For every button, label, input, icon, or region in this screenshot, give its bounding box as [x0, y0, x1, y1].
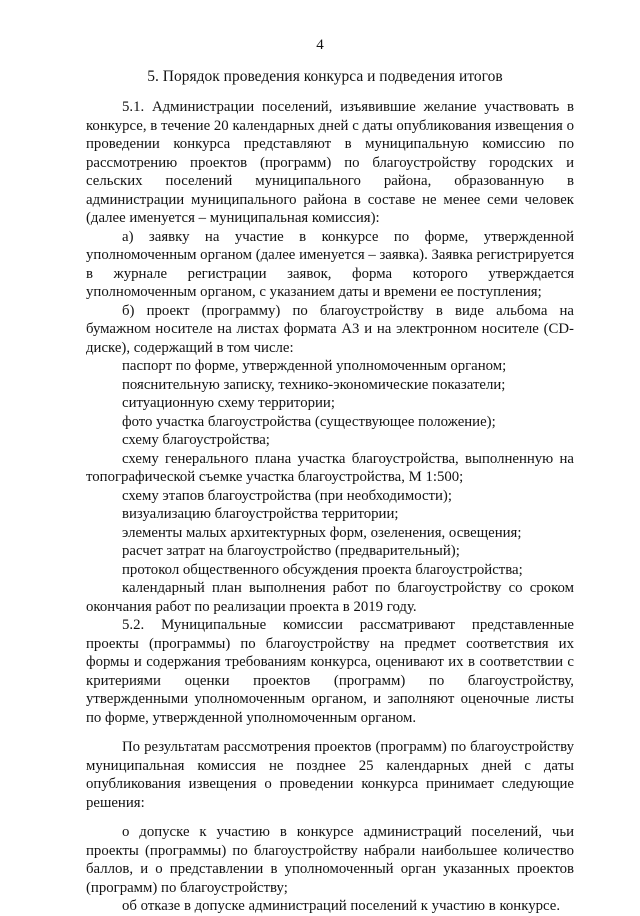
list-item: визуализацию благоустройства территории;: [122, 506, 399, 522]
paragraph-a-application: а) заявку на участие в конкурсе по форме, утвержденной уполномоченным органом (далее именуется – заявка). Заявка регистрируется в журнале регистрации заявок, форма которого утверждается уполномоченным органом, с указанием даты и времени ее поступления;: [86, 228, 574, 300]
list-item: пояснительную записку, технико-экономические показатели;: [122, 376, 506, 393]
paragraph-rejection-decision: об отказе в допуске администраций поселений к участию в конкурсе.: [122, 898, 561, 914]
paragraph-5-2: 5.2. Муниципальные комиссии рассматривают представленные проекты (программы) по благоустройству на предмет соответствия их формы и содержания требованиям конкурса, оценивают их в соответствии с критериями оценки проектов (программ) по благоустройству, утвержденными уполномоченным органом, и заполняют оценочные листы по форме, утвержденной уполномоченным органом.: [86, 617, 574, 726]
list-item: протокол общественного обсуждения проекта благоустройства;: [122, 561, 523, 578]
list-item: схему благоустройства;: [122, 432, 270, 448]
paragraph-5-1: 5.1. Администрации поселений, изъявившие желание участвовать в конкурсе, в течение 20 календарных дней с даты опубликования извещения о проведении конкурса представляют в муниципальную комиссию по рассмотрению проектов (программ) по благоустройству городских и сельских поселений муниципального района, образованную в администрации муниципального района в составе не менее семи человек (далее именуется – муниципальная комиссия):: [86, 99, 574, 226]
list-item: ситуационную схему территории;: [122, 395, 335, 411]
list-item: фото участка благоустройства (существующее положение);: [122, 413, 496, 430]
project-contents-list: [86, 357, 574, 616]
page-number: 4: [316, 37, 324, 53]
list-item: схему этапов благоустройства (при необходимости);: [122, 487, 452, 504]
list-item: расчет затрат на благоустройство (предварительный);: [122, 543, 460, 559]
list-item: элементы малых архитектурных форм, озеленения, освещения;: [122, 524, 522, 541]
paragraph-results: По результатам рассмотрения проектов (программ) по благоустройству муниципальная комиссия не позднее 25 календарных дней с даты опубликования извещения о проведении конкурса принимает следующие решения:: [86, 739, 574, 811]
list-item: календарный план выполнения работ по благоустройству со сроком окончания работ по реализации проекта в 2019 году.: [86, 580, 574, 615]
paragraph-admission-decision: о допуске к участию в конкурсе администраций поселений, чьи проекты (программы) по благоустройству набрали наибольшее количество баллов, и о представлении в уполномоченный орган указанных проектов (программ) по благоустройству;: [86, 824, 574, 896]
spacer: [86, 812, 574, 823]
paragraph-b-project: б) проект (программу) по благоустройству в виде альбома на бумажном носителе на листах формата А3 и на электронном носителе (CD-диске), содержащий в том числе:: [86, 302, 574, 356]
spacer: [86, 727, 574, 738]
list-item: паспорт по форме, утвержденной уполномоченным органом;: [122, 358, 507, 374]
list-item: схему генерального плана участка благоустройства, выполненную на топографической съемке участка благоустройства, М 1:500;: [86, 450, 574, 485]
document-body: [86, 98, 574, 916]
section-title: 5. Порядок проведения конкурса и подведения итогов: [147, 68, 503, 85]
